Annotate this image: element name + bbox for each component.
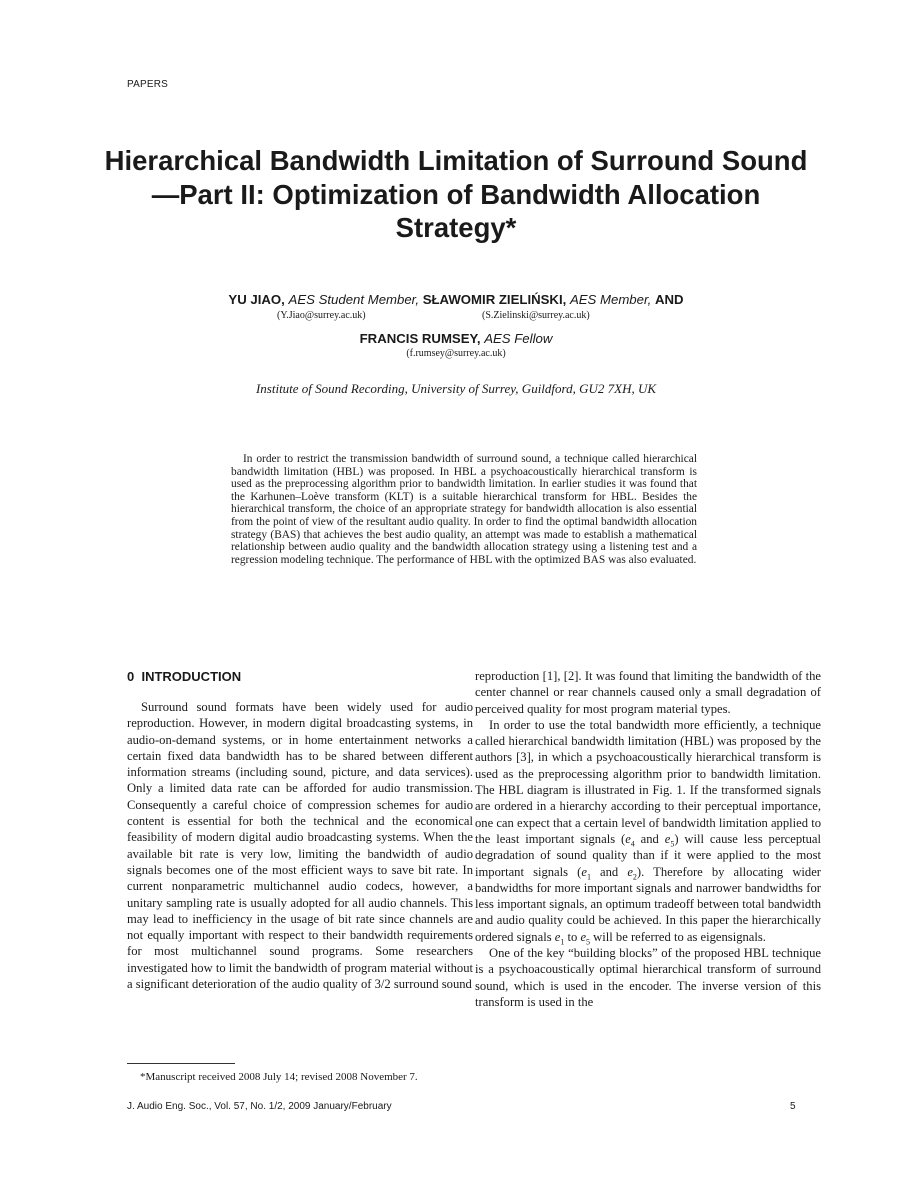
right-column — [475, 668, 821, 1010]
author-email-1: (Y.Jiao@surrey.ac.uk) — [277, 310, 366, 321]
author-conjunction: AND — [654, 292, 684, 307]
author-email-2: (S.Zielinski@surrey.ac.uk) — [482, 310, 590, 321]
author-name-2: SŁAWOMIR ZIELIŃSKI, — [422, 292, 567, 307]
footer-citation: J. Audio Eng. Soc., Vol. 57, No. 1/2, 2009 January/February — [127, 1101, 392, 1112]
section-number: 0 — [127, 669, 135, 684]
page-number: 5 — [790, 1101, 796, 1112]
section-title: INTRODUCTION — [141, 669, 242, 684]
author-name-3: FRANCIS RUMSEY, — [359, 331, 481, 346]
abstract: In order to restrict the transmission bandwidth of surround sound, a technique called hierarchical bandwidth limitation (HBL) was proposed. In HBL a psychoacoustically hierarchical transform is used as the preprocessing algorithm prior to bandwidth limitation. In earlier studies it was found that the Karhunen–Loève transform (KLT) is a suitable hierarchical transform for HBL. Besides the hierarchical transform, the choice of an appropriate strategy for bandwidth allocation is also essential from the point of view of the resultant audio quality. In order to find the optimal bandwidth allocation strategy (BAS) that achieves the best audio quality, an attempt was made to establish a mathematical relationship between audio quality and the bandwidth allocation strategy using a listening test and a regression modeling technique. The performance of HBL with the optimized BAS was also evaluated. — [231, 453, 697, 566]
running-head: PAPERS — [127, 79, 169, 90]
author-role-2: AES Member, — [569, 292, 652, 307]
footnote-rule — [127, 1063, 235, 1064]
intro-paragraph-1: Surround sound formats have been widely used for audio reproduction. However, in modern digital broadcasting systems, in audio-on-demand systems, or in home entertainment networks a certain fixed data bandwidth has to be shared between different information streams (including sound, picture, and data services). Only a limited data rate can be afforded for audio transmission. Consequently a careful choice of compression schemes for audio content is essential for both the technical and the economical feasibility of modern digital audio broadcasting systems. When the available bit rate is very low, limiting the bandwidth of audio signals becomes one of the most efficient ways to save bit rate. In current nonparametric multichannel audio codecs, however, a unitary sampling rate is usually adopted for all audio channels. This may lead to inefficiency in the usage of bit rate since channels are not equally important with respect to their bandwidth requirements for most multichannel sound programs. Some researchers investigated how to limit the bandwidth of program material without a significant deterioration of the audio quality of 3/2 surround sound — [127, 700, 473, 992]
author-line-2 — [100, 331, 812, 346]
left-column — [127, 668, 473, 992]
affiliation: Institute of Sound Recording, University of Surrey, Guildford, GU2 7XH, UK — [255, 381, 657, 396]
author-name-1: YU JIAO, — [228, 292, 285, 307]
author-role-1: AES Student Member, — [288, 292, 420, 307]
author-role-3: AES Fellow — [484, 331, 553, 346]
paper-title: Hierarchical Bandwidth Limitation of Surround Sound—Part II: Optimization of Bandwidth Allocation Strategy* — [104, 145, 808, 243]
author-line — [100, 292, 812, 307]
section-heading — [127, 668, 473, 686]
author-email-3: (f.rumsey@surrey.ac.uk) — [406, 348, 506, 359]
intro-paragraph-2: In order to use the total bandwidth more efficiently, a technique called hierarchical bandwidth limitation (HBL) was proposed by the authors [3], in which a psychoacoustically hierarchical transform is used as the preprocessing algorithm prior to bandwidth limitation. The HBL diagram is illustrated in Fig. 1. If the transformed signals are ordered in a hierarchy according to their perceptual importance, one can expect that a certain level of bandwidth limitation applied to the least important signals ($e_4$ and $e_5$) will cause less perceptual degradation of sound quality than if it were applied to the most important signals ($e_1$ and $e_2$). Therefore by allocating wider bandwidths for more important signals and narrower bandwidths for less important signals, an optimum tradeoff between total bandwidth and audio quality could be achieved. In this paper the hierarchically ordered signals $e_1$ to $e_5$ will be referred to as eigensignals. — [475, 717, 821, 947]
footnote: *Manuscript received 2008 July 14; revised 2008 November 7. — [140, 1071, 418, 1083]
intro-paragraph-3: One of the key “building blocks” of the proposed HBL technique is a psychoacoustically optimal hierarchical transform of surround sound, which is used in the encoder. The inverse version of this transform is used in the — [475, 946, 821, 1009]
intro-paragraph-continued: reproduction [1], [2]. It was found that limiting the bandwidth of the center channel or rear channels caused only a small degradation of perceived quality for most program material types. — [475, 669, 821, 716]
